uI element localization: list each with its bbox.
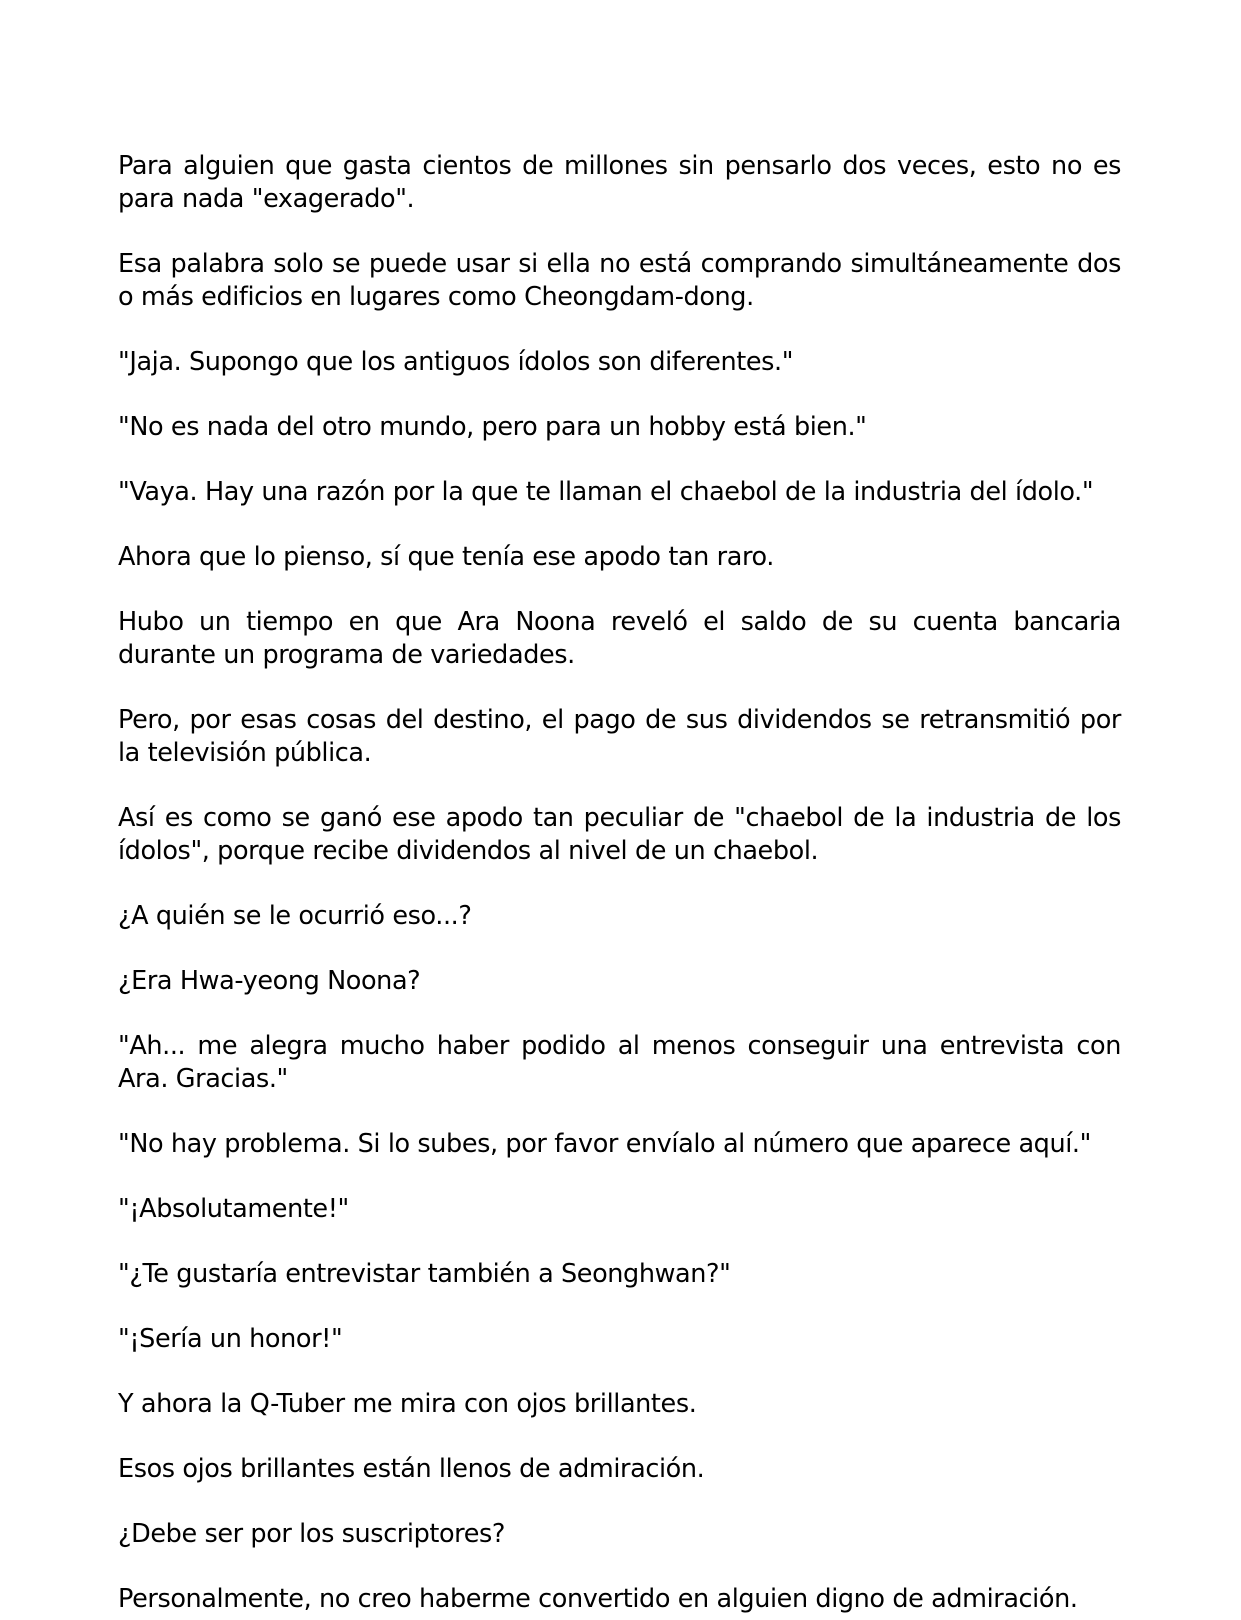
- document-body: [118, 150, 1121, 1616]
- paragraph: Para alguien que gasta cientos de millones sin pensarlo dos veces, esto no es para nada "exagerado".: [118, 151, 1121, 214]
- paragraph: "¿Te gustaría entrevistar también a Seonghwan?": [118, 1259, 731, 1289]
- paragraph: Así es como se ganó ese apodo tan peculiar de "chaebol de la industria de los ídolos", porque recibe dividendos al nivel de un chaebol.: [118, 803, 1121, 866]
- paragraph: Esos ojos brillantes están llenos de admiración.: [118, 1454, 705, 1484]
- paragraph: "¡Absolutamente!": [118, 1194, 349, 1224]
- paragraph: Ahora que lo pienso, sí que tenía ese apodo tan raro.: [118, 542, 774, 572]
- paragraph: ¿Era Hwa-yeong Noona?: [118, 966, 421, 996]
- paragraph: Personalmente, no creo haberme convertido en alguien digno de admiración.: [118, 1584, 1078, 1614]
- paragraph: "¡Sería un honor!": [118, 1324, 343, 1354]
- paragraph: "Vaya. Hay una razón por la que te llaman el chaebol de la industria del ídolo.": [118, 477, 1094, 507]
- paragraph: Pero, por esas cosas del destino, el pago de sus dividendos se retransmitió por la televisión pública.: [118, 705, 1121, 768]
- paragraph: "Jaja. Supongo que los antiguos ídolos son diferentes.": [118, 347, 794, 377]
- paragraph: "No hay problema. Si lo subes, por favor envíalo al número que aparece aquí.": [118, 1129, 1091, 1159]
- paragraph: ¿Debe ser por los suscriptores?: [118, 1519, 505, 1549]
- paragraph: Hubo un tiempo en que Ara Noona reveló el saldo de su cuenta bancaria durante un programa de variedades.: [118, 607, 1121, 670]
- paragraph: Y ahora la Q-Tuber me mira con ojos brillantes.: [118, 1389, 697, 1419]
- paragraph: "Ah... me alegra mucho haber podido al menos conseguir una entrevista con Ara. Gracias.": [118, 1031, 1121, 1094]
- paragraph: "No es nada del otro mundo, pero para un hobby está bien.": [118, 412, 867, 442]
- paragraph: ¿A quién se le ocurrió eso...?: [118, 901, 472, 931]
- paragraph: Esa palabra solo se puede usar si ella no está comprando simultáneamente dos o más edificios en lugares como Cheongdam-dong.: [118, 249, 1121, 312]
